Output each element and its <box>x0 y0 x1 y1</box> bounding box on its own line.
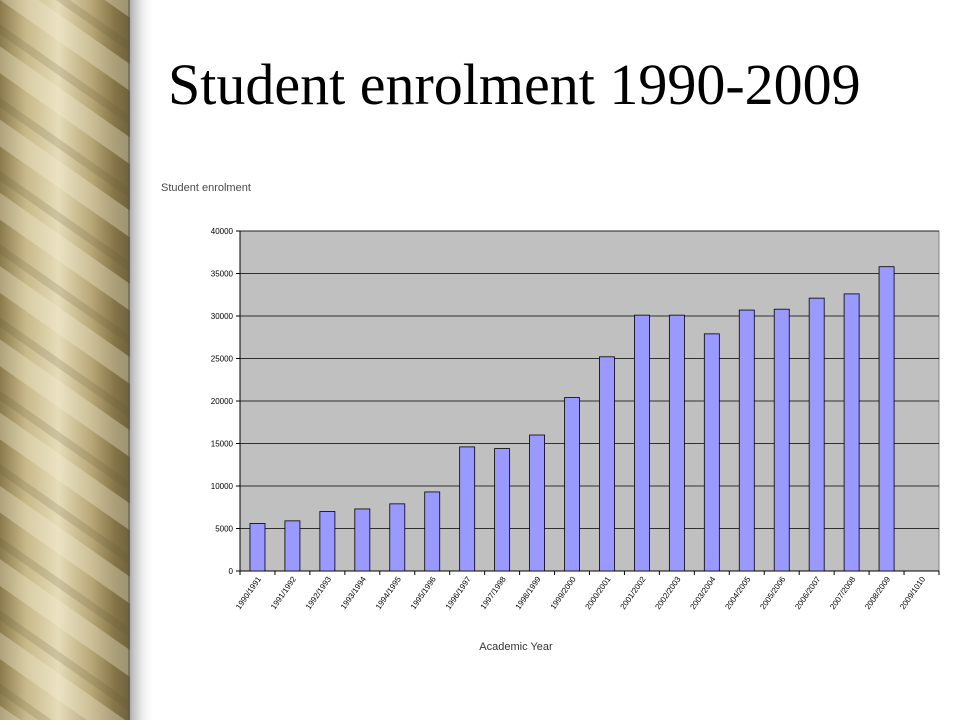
bar <box>844 294 859 571</box>
bar <box>495 449 510 571</box>
bar <box>425 492 440 571</box>
x-tick-label: 2001/2002 <box>618 574 648 612</box>
y-tick-label: 25000 <box>210 354 233 364</box>
x-axis-title: Academic Year <box>479 641 553 653</box>
x-tick-label: 1990/1991 <box>234 574 264 612</box>
y-tick-label: 40000 <box>210 227 233 236</box>
bar <box>530 435 545 571</box>
bar <box>250 523 265 571</box>
x-tick-label: 2007/2008 <box>828 574 858 612</box>
x-tick-label: 1993/1994 <box>338 574 368 612</box>
y-tick-label: 35000 <box>210 269 233 279</box>
x-tick-label: 1999/2000 <box>548 574 578 612</box>
x-tick-label: 1996/1997 <box>443 574 473 612</box>
y-tick-label: 10000 <box>210 482 233 491</box>
bar <box>285 521 300 571</box>
bar <box>739 310 754 571</box>
x-tick-label: 2009/1010 <box>898 574 928 612</box>
x-tick-label: 2006/2007 <box>793 574 823 612</box>
y-tick-label: 20000 <box>210 397 233 406</box>
x-tick-label: 2002/2003 <box>653 574 683 612</box>
y-tick-label: 5000 <box>215 524 233 534</box>
x-tick-label: 2003/2004 <box>688 574 718 612</box>
x-tick-label: 2008/2009 <box>863 574 893 612</box>
bar <box>460 447 475 571</box>
x-tick-label: 1992/1993 <box>303 574 334 612</box>
bar <box>320 512 335 572</box>
x-tick-label: 1991/1992 <box>268 574 299 612</box>
y-tick-label: 15000 <box>210 439 233 449</box>
bar <box>565 398 580 571</box>
bar <box>704 334 719 571</box>
bar <box>879 267 894 571</box>
y-tick-label: 30000 <box>210 312 233 321</box>
bar <box>634 315 649 571</box>
bar <box>390 504 405 571</box>
x-tick-label: 1994/1995 <box>373 574 403 612</box>
x-tick-label: 1998/1999 <box>513 574 543 612</box>
x-tick-label: 1997/1998 <box>478 574 508 612</box>
bar <box>809 298 824 571</box>
slide-title: Student enrolment 1990-2009 <box>168 52 861 117</box>
x-tick-label: 2000/2001 <box>583 574 613 612</box>
x-tick-label: 2004/2005 <box>723 574 753 612</box>
bar <box>355 509 370 571</box>
bar <box>599 357 614 571</box>
y-tick-label: 0 <box>228 567 233 576</box>
bar <box>669 315 684 571</box>
x-tick-label: 1995/1996 <box>408 574 438 612</box>
bar <box>774 309 789 571</box>
x-tick-label: 2005/2006 <box>758 574 788 612</box>
chart-title: Student enrolment <box>161 182 251 194</box>
